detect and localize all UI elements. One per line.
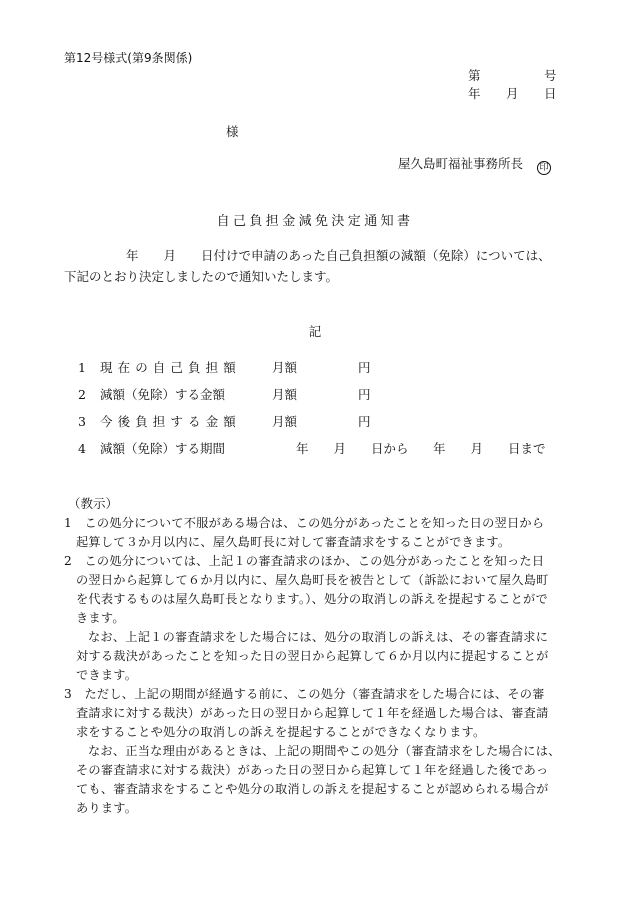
instruction-line: 査請求に対する裁決）があった日の翌日から起算して１年を経過した場合は、審査請: [76, 706, 549, 720]
body-line-2: 下記のとおり決定しましたので通知いたします。: [64, 269, 339, 284]
ki-heading: 記: [308, 324, 322, 339]
form-number: 第12号様式(第9条関係): [64, 51, 193, 65]
doc-no-suffix: 号: [544, 68, 557, 83]
instruction-line: きます。: [76, 611, 125, 625]
instruction-line: 1 この処分について不服がある場合は、この処分があったことを知った日の翌日から: [64, 516, 545, 530]
document-title: 自己負担金減免決定通知書: [216, 214, 414, 229]
instruction-line: の翌日から起算して６か月以内に、屋久島町長を被告として（訴訟において屋久島町: [76, 573, 549, 587]
instruction-line: ても、審査請求をすることや処分の取消しの訴えを提起することが認められる場合が: [76, 782, 549, 796]
instruction-line: なお、正当な理由があるときは、上記の期間やこの処分（審査請求をした場合には、: [88, 744, 561, 758]
instruction-line: その審査請求に対する裁決）があった日の翌日から起算して１年を経過した後であっ: [76, 763, 549, 777]
sender-line: [398, 158, 551, 175]
instruction-line: できます。: [76, 668, 138, 682]
instruction-line: あります。: [76, 801, 138, 815]
instruction-line: 2 この処分については、上記１の審査請求のほか、この処分があったことを知った日: [64, 554, 545, 568]
instructions-heading: （教示）: [68, 496, 119, 511]
date-year: 年: [468, 86, 481, 101]
instruction-line: 求をすることや処分の取消しの訴えを提起することができなくなります。: [76, 725, 486, 739]
seal-icon: 印: [537, 161, 551, 175]
body-line-1: 年 月 日付けで申請のあった自己負担額の減額（免除）については、: [126, 248, 551, 263]
date-day: 日: [544, 86, 557, 101]
addressee-suffix: 様: [226, 124, 239, 139]
instruction-line: 3 ただし、上記の期間が経過する前に、この処分（審査請求をした場合には、その審: [64, 687, 545, 701]
instruction-line: 起算して３か月以内に、屋久島町長に対して審査請求をすることができます。: [76, 535, 511, 549]
sender-name: 屋久島町福祉事務所長: [398, 156, 524, 171]
date-month: 月: [506, 86, 519, 101]
instruction-line: を代表するものは屋久島町長となります。）、処分の取消しの訴えを提起することがで: [76, 592, 548, 606]
instruction-line: 対する裁決があったことを知った日の翌日から起算して６か月以内に提起することが: [76, 649, 549, 663]
instruction-line: なお、上記１の審査請求をした場合には、処分の取消しの訴えは、その審査請求に: [88, 630, 549, 644]
doc-no-prefix: 第: [468, 68, 481, 83]
